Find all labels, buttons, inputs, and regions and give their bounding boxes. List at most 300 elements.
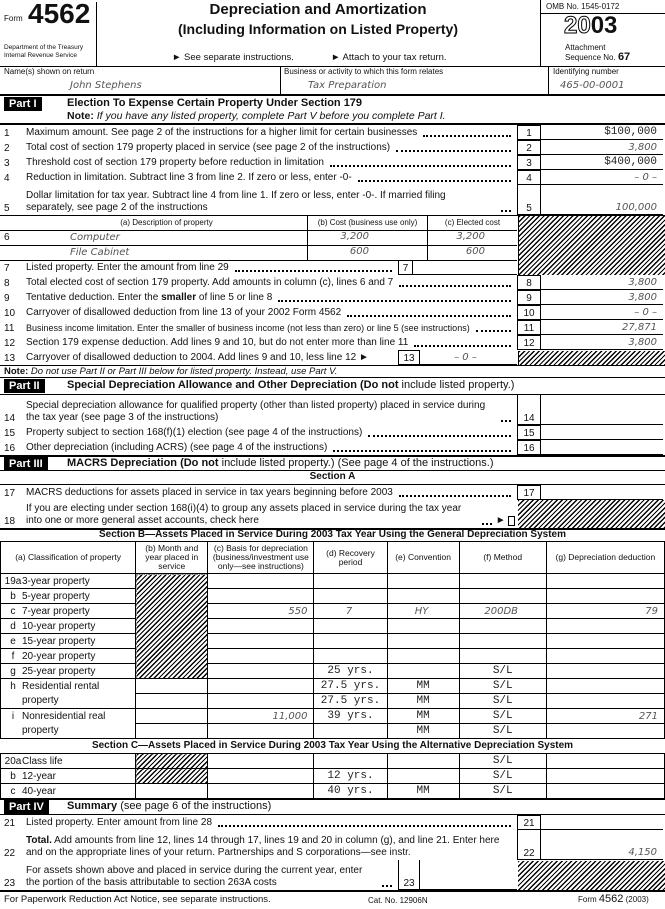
business-field[interactable]: Tax Preparation	[308, 80, 387, 91]
line-7	[0, 260, 665, 275]
cell[interactable]: 39 yrs.	[314, 709, 387, 724]
line-number: 6	[4, 232, 10, 243]
cell-deduction[interactable]	[546, 664, 664, 679]
table-header: (a) Description of property	[120, 218, 213, 227]
line-text	[26, 172, 515, 184]
line-8	[0, 275, 665, 290]
cell-basis[interactable]	[208, 589, 314, 604]
cell-deduction[interactable]: 79	[546, 604, 664, 619]
text-segment: Listed property. Enter amount from line 28	[26, 817, 213, 828]
amount-value: $400,000	[604, 156, 657, 168]
line-4	[0, 170, 665, 185]
line-box-label: 4	[517, 170, 541, 185]
elected-cost[interactable]: 600	[427, 246, 517, 260]
text-segment: Tentative deduction. Enter the	[26, 292, 162, 303]
line-box-label: 7	[398, 260, 413, 275]
dot-leader	[278, 300, 511, 302]
cell[interactable]: S/L	[459, 784, 546, 799]
catalog-number: Cat. No. 12906N	[368, 896, 428, 905]
table-row	[1, 619, 665, 634]
text-segment: Property subject to section 168(f)(1) election (see page 4 of the instructions)	[26, 427, 363, 438]
row-label: 5-year property	[22, 590, 90, 602]
cell-basis[interactable]	[208, 574, 314, 589]
cell[interactable]: S/L	[459, 694, 546, 709]
shaded-cell	[136, 769, 208, 784]
line-17-amount[interactable]	[541, 485, 663, 500]
row-label: 12-year	[22, 770, 56, 782]
line-text	[26, 262, 396, 274]
line-number: 2	[4, 143, 10, 154]
cell-method[interactable]: 200DB	[459, 604, 546, 619]
cell[interactable]	[546, 679, 664, 694]
cell-deduction[interactable]	[546, 649, 664, 664]
form-subtitle: (Including Information on Listed Property)	[178, 21, 458, 37]
line-number: 15	[4, 428, 16, 439]
cell[interactable]	[136, 694, 208, 709]
property-class	[1, 589, 136, 604]
text-segment: Other depreciation (including ACRS) (see page 4 of the instructions)	[26, 442, 328, 453]
attachment-label: Attachment	[565, 43, 606, 52]
section-b-title: Section B—Assets Placed in Service During 2003 Tax Year Using the General Depreciation System	[98, 529, 567, 540]
line-description	[26, 322, 470, 334]
property-class	[1, 709, 136, 724]
cell-convention[interactable]	[387, 574, 459, 589]
text-segment: Maximum amount. See page 2 of the instructions for a higher limit for certain businesses	[26, 127, 418, 138]
cell-recovery-period[interactable]	[314, 634, 387, 649]
text-segment: smaller	[161, 292, 197, 303]
part4-title: Summary (see page 6 of the instructions)	[67, 800, 272, 812]
cell-recovery-period[interactable]: 25 yrs.	[314, 664, 387, 679]
dot-leader	[399, 285, 511, 287]
cell[interactable]: 12 yrs.	[314, 769, 387, 784]
dot-leader	[399, 495, 511, 497]
row-label: 10-year property	[22, 620, 96, 632]
row-id: d	[10, 620, 16, 632]
text-segment: Carryover of disallowed deduction from line 13 of your 2002 Form 4562	[26, 307, 342, 318]
row-label: Residential rental	[22, 680, 100, 692]
cell-recovery-period[interactable]	[314, 649, 387, 664]
row-label: 40-year	[22, 785, 56, 797]
line-11-amount[interactable]	[541, 320, 663, 335]
text-segment: Total cost of section 179 property placed in service (see page 2 of the instructions)	[26, 142, 391, 153]
line-box-label: 1	[517, 125, 541, 140]
amount-value: – 0 –	[634, 307, 657, 318]
line-21-amount[interactable]	[541, 815, 663, 830]
line-1-amount[interactable]	[541, 125, 663, 140]
dept-treasury: Department of the Treasury	[4, 44, 84, 51]
cell[interactable]	[546, 724, 664, 739]
column-header: (d) Recovery period	[314, 542, 387, 574]
line-10-amount[interactable]	[541, 305, 663, 320]
line-text	[26, 337, 515, 349]
amount-value: 27,871	[622, 322, 657, 333]
table-row	[1, 769, 665, 784]
cell-convention[interactable]	[387, 634, 459, 649]
table-row	[1, 589, 665, 604]
text-segment: Dollar limitation for tax year. Subtract line 4 from line 1. If zero or less, enter -0-. If married filing separately, see page 2 of the instructions	[26, 190, 446, 213]
cell-method[interactable]	[459, 634, 546, 649]
form-title: Depreciation and Amortization	[209, 1, 427, 18]
line-8-amount[interactable]	[541, 275, 663, 290]
cell-method[interactable]	[459, 619, 546, 634]
text-segment: Total.	[26, 835, 52, 846]
line-text	[26, 442, 515, 454]
property-description[interactable]: File Cabinet	[70, 247, 130, 258]
table-row	[1, 574, 665, 589]
cell[interactable]	[546, 694, 664, 709]
line-description	[26, 817, 212, 829]
column-header: (g) Depreciation deduction	[546, 542, 664, 574]
line-text	[26, 400, 515, 424]
line-number: 21	[4, 818, 16, 829]
part2-note: Note: Do not use Part II or Part III below for listed property. Instead, use Part V.	[4, 366, 338, 377]
text-segment: Special depreciation allowance for qualified property (other than listed property) placed in service during the tax year (see page 3 of the instructions)	[26, 400, 486, 423]
line-description	[26, 337, 408, 349]
line-2	[0, 140, 665, 155]
tax-year: 2003	[564, 12, 618, 39]
row-label: Nonresidential real	[22, 710, 106, 722]
line-number: 13	[4, 353, 16, 364]
line-9-amount[interactable]	[541, 290, 663, 305]
line-description	[26, 400, 495, 424]
cell-convention[interactable]	[387, 649, 459, 664]
amount-value: – 0 –	[454, 352, 477, 363]
section-a-title: Section A	[309, 471, 356, 482]
line-text	[26, 817, 515, 829]
line-text	[26, 427, 515, 439]
table-header-row	[1, 542, 665, 574]
cell-convention[interactable]	[387, 619, 459, 634]
property-cost[interactable]: 600	[307, 246, 427, 260]
cell-basis[interactable]	[208, 619, 314, 634]
row-label: property	[22, 725, 59, 737]
property-class	[1, 664, 136, 679]
text-segment: of line 5 or line 8	[196, 292, 273, 303]
line-number: 9	[4, 293, 10, 304]
cell[interactable]: S/L	[459, 724, 546, 739]
cell-method[interactable]	[459, 589, 546, 604]
table-row	[1, 694, 665, 709]
cell-convention[interactable]: HY	[387, 604, 459, 619]
line-11	[0, 320, 665, 335]
row-id: g	[10, 665, 16, 677]
cell[interactable]	[208, 694, 314, 709]
footer-form-id: Form 4562 (2003)	[578, 893, 649, 905]
line-number: 22	[4, 848, 16, 859]
form-label: Form	[4, 14, 23, 23]
line-box-label: 9	[517, 290, 541, 305]
elected-cost[interactable]: 3,200	[427, 231, 517, 245]
id-field[interactable]: 465-00-0001	[560, 80, 625, 91]
line-13	[0, 350, 665, 365]
line-number: 16	[4, 443, 16, 454]
line-box-label: 8	[517, 275, 541, 290]
table-header: (b) Cost (business use only)	[307, 216, 427, 230]
line-number: 4	[4, 173, 10, 184]
line-description	[26, 307, 341, 319]
dot-leader	[382, 885, 392, 887]
cell[interactable]: 27.5 yrs.	[314, 694, 387, 709]
cell[interactable]: MM	[387, 679, 459, 694]
part3-badge: Part III	[4, 457, 48, 471]
line-16-amount[interactable]	[541, 440, 663, 455]
text-segment: MACRS deductions for assets placed in service in tax years beginning before 2003	[26, 487, 393, 498]
row-id: h	[10, 680, 16, 692]
amount-value: 3,800	[628, 292, 657, 303]
cell[interactable]	[208, 769, 314, 784]
row-id: b	[10, 590, 16, 602]
cell[interactable]	[136, 784, 208, 799]
line-4-amount[interactable]	[541, 170, 663, 185]
line-2-amount[interactable]	[541, 140, 663, 155]
cell[interactable]	[136, 709, 208, 724]
line-description	[26, 487, 393, 499]
amount-value: $100,000	[604, 126, 657, 138]
cell-basis[interactable]: 550	[208, 604, 314, 619]
column-header: (f) Method	[459, 542, 546, 574]
property-class	[1, 679, 136, 694]
cell[interactable]: 271	[546, 709, 664, 724]
line-text	[26, 487, 515, 499]
line-box-label: 17	[517, 485, 541, 500]
table-row	[1, 604, 665, 619]
cell[interactable]	[314, 724, 387, 739]
dot-leader	[347, 315, 511, 317]
line-box-label: 14	[517, 395, 541, 425]
cell[interactable]	[546, 769, 664, 784]
text-segment: Total elected cost of section 179 property. Add amounts in column (c), lines 6 and 7	[26, 277, 394, 288]
property-class	[1, 649, 136, 664]
id-label: Identifying number	[553, 67, 619, 76]
row-label: 25-year property	[22, 665, 96, 677]
cell[interactable]: S/L	[459, 754, 546, 769]
part3-title: MACRS Depreciation (Do not include listed property.) (See page 4 of the instructions.)	[67, 457, 494, 469]
line-box-label: 13	[398, 350, 420, 365]
line-description	[26, 262, 229, 274]
row-label: 7-year property	[22, 605, 90, 617]
paperwork-notice: For Paperwork Reduction Act Notice, see separate instructions.	[4, 894, 271, 905]
line-14	[0, 395, 665, 425]
line-number: 12	[4, 338, 16, 349]
line-12-amount[interactable]	[541, 335, 663, 350]
table-row	[1, 664, 665, 679]
cell-deduction[interactable]	[546, 574, 664, 589]
cell[interactable]	[387, 769, 459, 784]
line-text	[26, 307, 515, 319]
line-number: 8	[4, 278, 10, 289]
line-7-amount[interactable]	[413, 260, 517, 275]
table-row	[1, 634, 665, 649]
dot-leader	[333, 450, 511, 452]
line-15-amount[interactable]	[541, 425, 663, 440]
cell[interactable]: 11,000	[208, 709, 314, 724]
table-row	[1, 724, 665, 739]
row-label: property	[22, 695, 59, 707]
cell[interactable]	[208, 679, 314, 694]
cell[interactable]: MM	[387, 724, 459, 739]
amount-value: – 0 –	[634, 172, 657, 183]
cell[interactable]	[208, 784, 314, 799]
line-number: 11	[4, 323, 15, 334]
property-cost[interactable]: 3,200	[307, 231, 427, 245]
cell[interactable]: MM	[387, 694, 459, 709]
line-text	[26, 157, 515, 169]
cell-basis[interactable]	[208, 634, 314, 649]
line-box-label: 16	[517, 440, 541, 455]
line-text	[26, 292, 515, 304]
dot-leader	[218, 825, 511, 827]
row-label: 20-year property	[22, 650, 96, 662]
line-number: 3	[4, 158, 10, 169]
name-field[interactable]: John Stephens	[70, 80, 142, 91]
dot-leader	[414, 345, 511, 347]
line-description	[26, 352, 369, 364]
line-14-amount[interactable]	[541, 395, 663, 425]
cell-recovery-period[interactable]	[314, 589, 387, 604]
line-text	[26, 277, 515, 289]
amount-value: 4,150	[628, 847, 657, 858]
line-22-amount[interactable]	[541, 830, 663, 860]
line-23-amount[interactable]	[420, 860, 517, 890]
property-class	[1, 754, 136, 769]
cell-method[interactable]	[459, 574, 546, 589]
cell-convention[interactable]	[387, 664, 459, 679]
name-label: Name(s) shown on return	[4, 67, 95, 76]
line-description	[26, 190, 495, 214]
line-text	[26, 503, 515, 527]
dot-leader	[476, 330, 511, 332]
arrow-icon: ►	[495, 515, 506, 526]
row-id: b	[10, 770, 16, 782]
line-description	[26, 157, 324, 169]
line-text	[26, 127, 515, 139]
dot-leader	[368, 435, 511, 437]
cell[interactable]	[208, 754, 314, 769]
cell[interactable]: S/L	[459, 769, 546, 784]
line-box-label: 11	[517, 320, 541, 335]
cell-basis[interactable]	[208, 664, 314, 679]
section-b-table	[0, 541, 665, 799]
line-description	[26, 442, 327, 454]
group-assets-checkbox[interactable]	[508, 516, 515, 526]
cell[interactable]	[546, 754, 664, 769]
see-instructions: ► See separate instructions.	[172, 52, 294, 63]
cell[interactable]	[314, 754, 387, 769]
line-21	[0, 815, 665, 830]
shaded-cell	[136, 574, 208, 679]
cell[interactable]: S/L	[459, 709, 546, 724]
cell[interactable]: 40 yrs.	[314, 784, 387, 799]
line-box-label: 21	[517, 815, 541, 830]
property-class	[1, 634, 136, 649]
irs-label: Internal Revenue Service	[4, 52, 77, 59]
line-text	[26, 322, 515, 334]
cell-recovery-period[interactable]	[314, 574, 387, 589]
cell-recovery-period[interactable]: 7	[314, 604, 387, 619]
cell[interactable]: MM	[387, 709, 459, 724]
cell-recovery-period[interactable]	[314, 619, 387, 634]
cell[interactable]	[136, 724, 208, 739]
table-row	[1, 709, 665, 724]
line-3-amount[interactable]	[541, 155, 663, 170]
line-number: 14	[4, 413, 16, 424]
line-22	[0, 830, 665, 860]
line-number: 1	[4, 128, 10, 139]
dot-leader	[396, 150, 511, 152]
row-label: Class life	[22, 755, 63, 767]
part1-title: Election To Expense Certain Property Under Section 179	[67, 97, 363, 109]
cell[interactable]	[546, 784, 664, 799]
line-text	[26, 865, 396, 889]
cell[interactable]	[208, 724, 314, 739]
table-row	[1, 784, 665, 799]
line-description	[26, 865, 376, 889]
row-id: c	[10, 605, 16, 617]
table-row	[1, 754, 665, 769]
line-18	[0, 500, 665, 528]
cell-method[interactable]: S/L	[459, 664, 546, 679]
property-class	[1, 694, 136, 709]
cell-basis[interactable]	[208, 649, 314, 664]
cell[interactable]: MM	[387, 784, 459, 799]
line-5-amount[interactable]	[541, 185, 663, 215]
property-class	[1, 619, 136, 634]
cell-deduction[interactable]	[546, 619, 664, 634]
row-id: 20a	[4, 755, 22, 767]
column-header: (b) Month and year placed in service	[136, 542, 208, 574]
form-number: 4562	[28, 0, 91, 29]
cell[interactable]: S/L	[459, 679, 546, 694]
line-box-label: 22	[517, 830, 541, 860]
business-label: Business or activity to which this form relates	[284, 67, 444, 76]
property-class	[1, 769, 136, 784]
line-13-amount[interactable]	[420, 350, 517, 365]
cell[interactable]	[136, 679, 208, 694]
line-number: 17	[4, 488, 16, 499]
line-text	[26, 835, 515, 859]
property-class	[1, 784, 136, 799]
line-box-label: 10	[517, 305, 541, 320]
column-header: (a) Classification of property	[1, 542, 136, 574]
line-15	[0, 425, 665, 440]
amount-value: 3,800	[628, 277, 657, 288]
line-description	[26, 292, 272, 304]
cell[interactable]: 27.5 yrs.	[314, 679, 387, 694]
line-description	[26, 277, 393, 289]
line-description	[26, 127, 417, 139]
cell-convention[interactable]	[387, 589, 459, 604]
line-12	[0, 335, 665, 350]
property-description[interactable]: Computer	[70, 232, 120, 243]
attach-note: ► Attach to your tax return.	[331, 52, 447, 63]
cell-method[interactable]	[459, 649, 546, 664]
cell-deduction[interactable]	[546, 634, 664, 649]
text-segment: For assets shown above and placed in service during the current year, enter the portion of the basis attributable to section 263A costs	[26, 865, 363, 888]
row-label: 3-year property	[22, 575, 90, 587]
text-segment: Add amounts from line 12, lines 14 through 17, lines 19 and 20 in column (g), and line 21. Enter here and on the appropriate lines of your return. Partnerships and S corporations—see instr.	[26, 835, 500, 858]
line-description	[26, 142, 390, 154]
line-box-label: 5	[517, 185, 541, 215]
row-id: c	[10, 785, 16, 797]
section-c-title: Section C—Assets Placed in Service During 2003 Tax Year Using the Alternative Depreciation System	[91, 740, 574, 751]
dot-leader	[358, 180, 511, 182]
cell-deduction[interactable]	[546, 589, 664, 604]
line-text	[26, 352, 396, 364]
part2-badge: Part II	[4, 379, 45, 393]
cell[interactable]	[387, 754, 459, 769]
dot-leader	[482, 523, 492, 525]
line-number: 23	[4, 878, 16, 889]
